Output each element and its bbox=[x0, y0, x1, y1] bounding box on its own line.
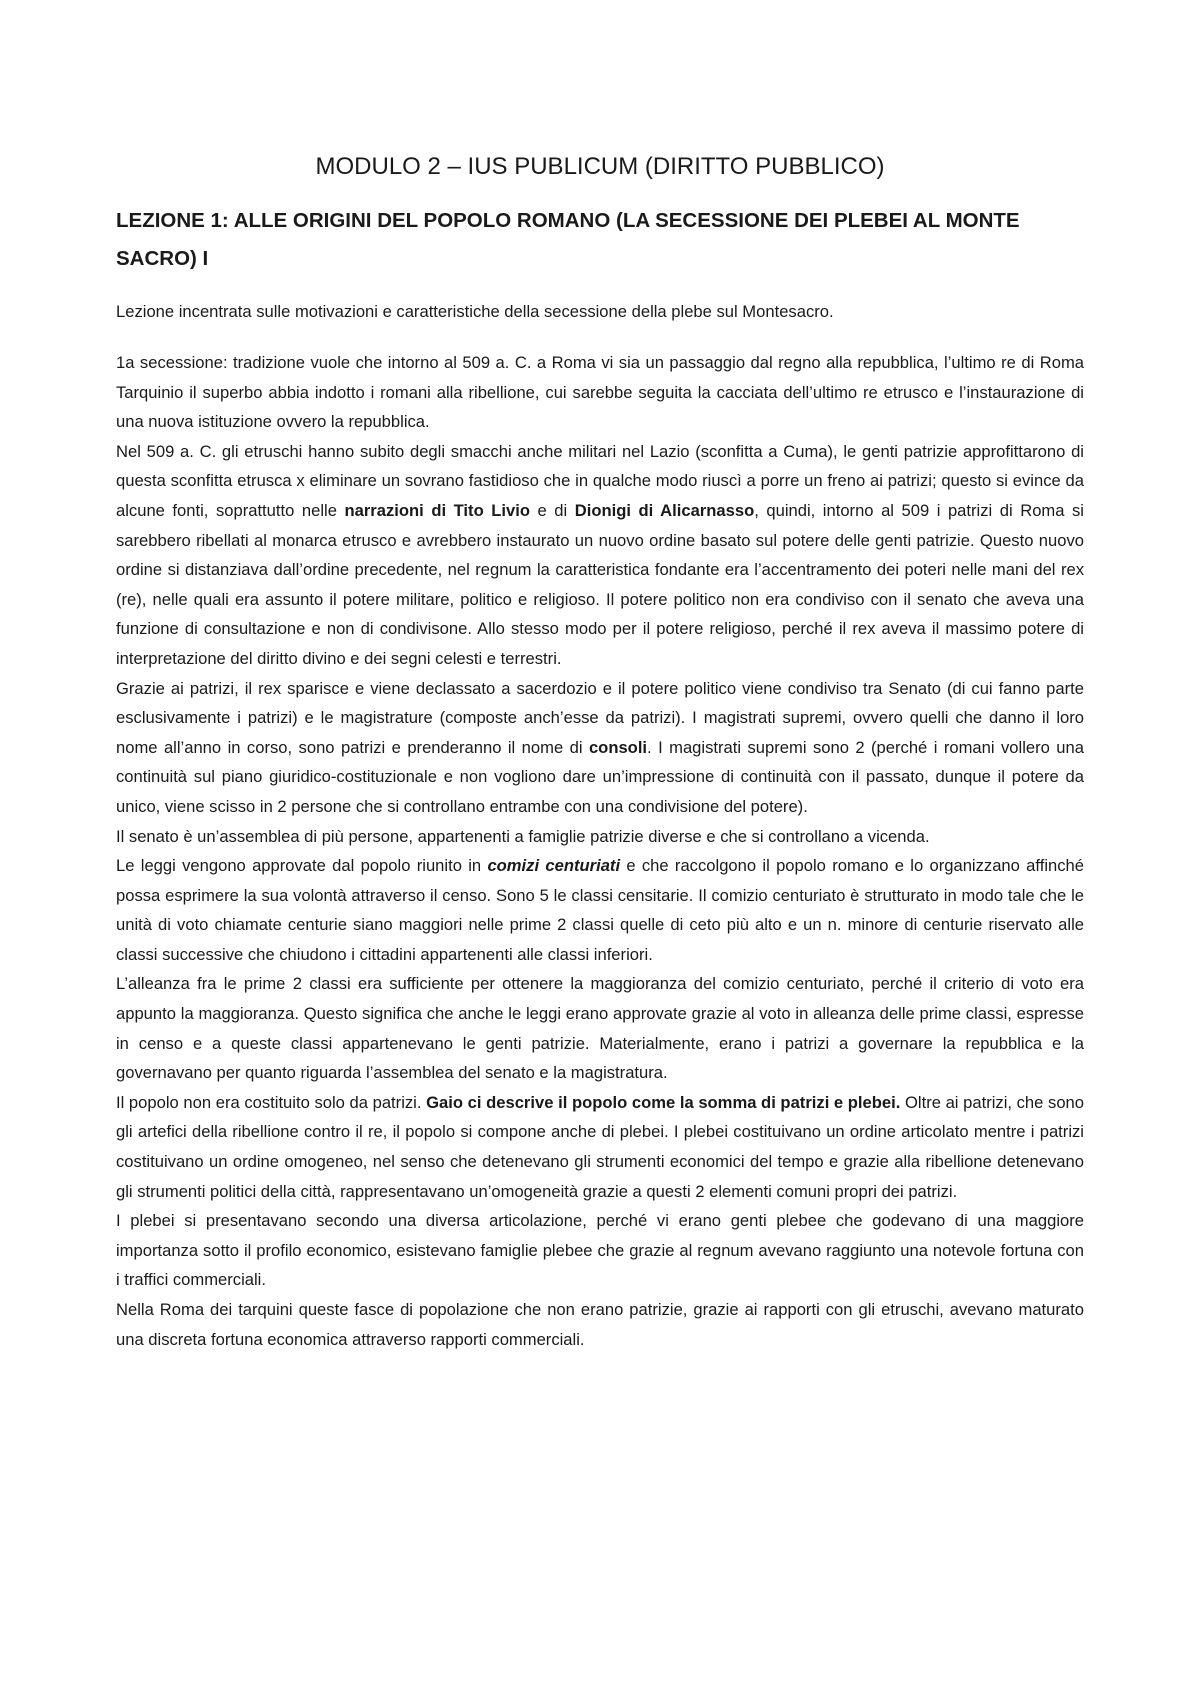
paragraph bbox=[116, 1088, 1084, 1206]
paragraph-text: Grazie ai patrizi, il rex sparisce e viene declassato a sacerdozio e il potere politico viene condiviso tra Senato (di cui fanno parte esclusivamente i patrizi) e le magistrature (composte anch’esse da patrizi). I magistrati supremi, ovvero quelli che danno il loro nome all’anno in corso, sono patrizi e prenderanno il nome di bbox=[116, 678, 1084, 757]
lesson-heading: LEZIONE 1: ALLE ORIGINI DEL POPOLO ROMANO (LA SECESSIONE DEI PLEBEI AL MONTE SACRO) I bbox=[116, 209, 1020, 270]
paragraph bbox=[116, 1295, 1084, 1354]
paragraph-text: e di bbox=[529, 500, 575, 520]
paragraph-text: , quindi, intorno al 509 i patrizi di Roma si sarebbero ribellati al monarca etrusco e avrebbero instaurato un nuovo ordine basato sul potere delle genti patrizie. Questo nuovo ordine si distanziava dall’ordine precedente, nel regnum la caratteristica fondante era l’accentramento dei poteri nelle mani del rex (re), nelle quali era assunto il potere militare, politico e religioso. Il potere politico non era condiviso con il senato che aveva una funzione di consultazione e non di condivisone. Allo stesso modo per il potere religioso, perché il rex aveva il massimo potere di interpretazione del diritto divino e dei segni celesti e terrestri. bbox=[116, 500, 1084, 668]
paragraph-text: Il popolo non era costituito solo da patrizi. bbox=[116, 1092, 427, 1112]
paragraph bbox=[116, 437, 1084, 674]
emphasis-text: consoli bbox=[588, 737, 648, 757]
paragraph bbox=[116, 674, 1084, 822]
emphasis-text: Dionigi di Alicarnasso bbox=[574, 500, 755, 520]
document-body bbox=[116, 348, 1084, 1354]
paragraph-text: Oltre ai patrizi, che sono gli artefici della ribellione contro il re, il popolo si compone anche di plebei. I plebei costituivano un ordine articolato mentre i patrizi costituivano un ordine omogeneo, nel senso che detenevano gli strumenti economici del tempo e grazie alla ribellione detenevano gli strumenti politici della città, rappresentavano un’omogeneità grazie a questi 2 elementi comuni propri dei patrizi. bbox=[116, 1092, 1085, 1201]
paragraph bbox=[116, 969, 1084, 1087]
paragraph-text: L’alleanza fra le prime 2 classi era sufficiente per ottenere la maggioranza del comizio centuriato, perché il criterio di voto era appunto la maggioranza. Questo significa che anche le leggi erano approvate grazie al voto in alleanza delle prime classi, espresse in censo e a queste classi appartenevano le genti patrizie. Materialmente, erano i patrizi a governare la repubblica e la governavano per quanto riguarda l’assemblea del senato e la magistratura. bbox=[116, 974, 1084, 1083]
lesson-intro: Lezione incentrata sulle motivazioni e caratteristiche della secessione della plebe sul Montesacro. bbox=[116, 302, 834, 321]
paragraph bbox=[116, 348, 1084, 437]
document-title: MODULO 2 – IUS PUBLICUM (DIRITTO PUBBLICO) bbox=[315, 153, 885, 180]
emphasis-text: narrazioni di Tito Livio bbox=[344, 500, 530, 520]
paragraph-text: 1a secessione: tradizione vuole che intorno al 509 a. C. a Roma vi sia un passaggio dal regno alla repubblica, l’ultimo re di Roma Tarquinio il superbo abbia indotto i romani alla ribellione, cui sarebbe seguita la cacciata dell’ultimo re etrusco e l’instaurazione di una nuova istituzione ovvero la repubblica. bbox=[116, 353, 1084, 432]
paragraph-text: e che raccolgono il popolo romano e lo organizzano affinché possa esprimere la sua volontà attraverso il censo. Sono 5 le classi censitarie. Il comizio centuriato è strutturato in modo tale che le unità di voto chiamate centurie siano maggiori nelle prime 2 classi quelle di ceto più alto e un n. minore di centurie riservato alle classi successive che chiudono i cittadini appartenenti alle classi inferiori. bbox=[116, 856, 1084, 964]
paragraph-text: Il senato è un’assemblea di più persone, appartenenti a famiglie patrizie diverse e che si controllano a vicenda. bbox=[116, 826, 930, 846]
paragraph-text: I plebei si presentavano secondo una diversa articolazione, perché vi erano genti plebee che godevano di una maggiore importanza sotto il profilo economico, esistevano famiglie plebee che grazie al regnum avevano raggiunto una notevole fortuna con i traffici commerciali. bbox=[116, 1211, 1084, 1290]
paragraph-text: . I magistrati supremi sono 2 (perché i romani vollero una continuità sul piano giuridico-costituzionale e non vogliono dare un’impressione di continuità con il passato, dunque il potere da unico, viene scisso in 2 persone che si controllano entrambe con una condivisione del potere). bbox=[116, 737, 1084, 816]
paragraph bbox=[116, 1206, 1084, 1295]
paragraph-text: Nel 509 a. C. gli etruschi hanno subito degli smacchi anche militari nel Lazio (sconfitta a Cuma), le genti patrizie approfittarono di questa sconfitta etrusca x eliminare un sovrano fastidioso che in qualche modo riuscì a porre un freno ai patrizi; questo si evince da alcune fonti, soprattutto nelle bbox=[116, 441, 1084, 520]
paragraph bbox=[116, 822, 1084, 852]
paragraph-text: Nella Roma dei tarquini queste fasce di popolazione che non erano patrizie, grazie ai rapporti con gli etruschi, avevano maturato una discreta fortuna economica attraverso rapporti commerciali. bbox=[116, 1300, 1084, 1349]
emphasis-text: comizi centuriati bbox=[487, 856, 621, 876]
paragraph bbox=[116, 851, 1084, 969]
paragraph-text: Le leggi vengono approvate dal popolo riunito in bbox=[116, 856, 488, 876]
emphasis-text: Gaio ci descrive il popolo come la somma di patrizi e plebei. bbox=[426, 1092, 901, 1112]
